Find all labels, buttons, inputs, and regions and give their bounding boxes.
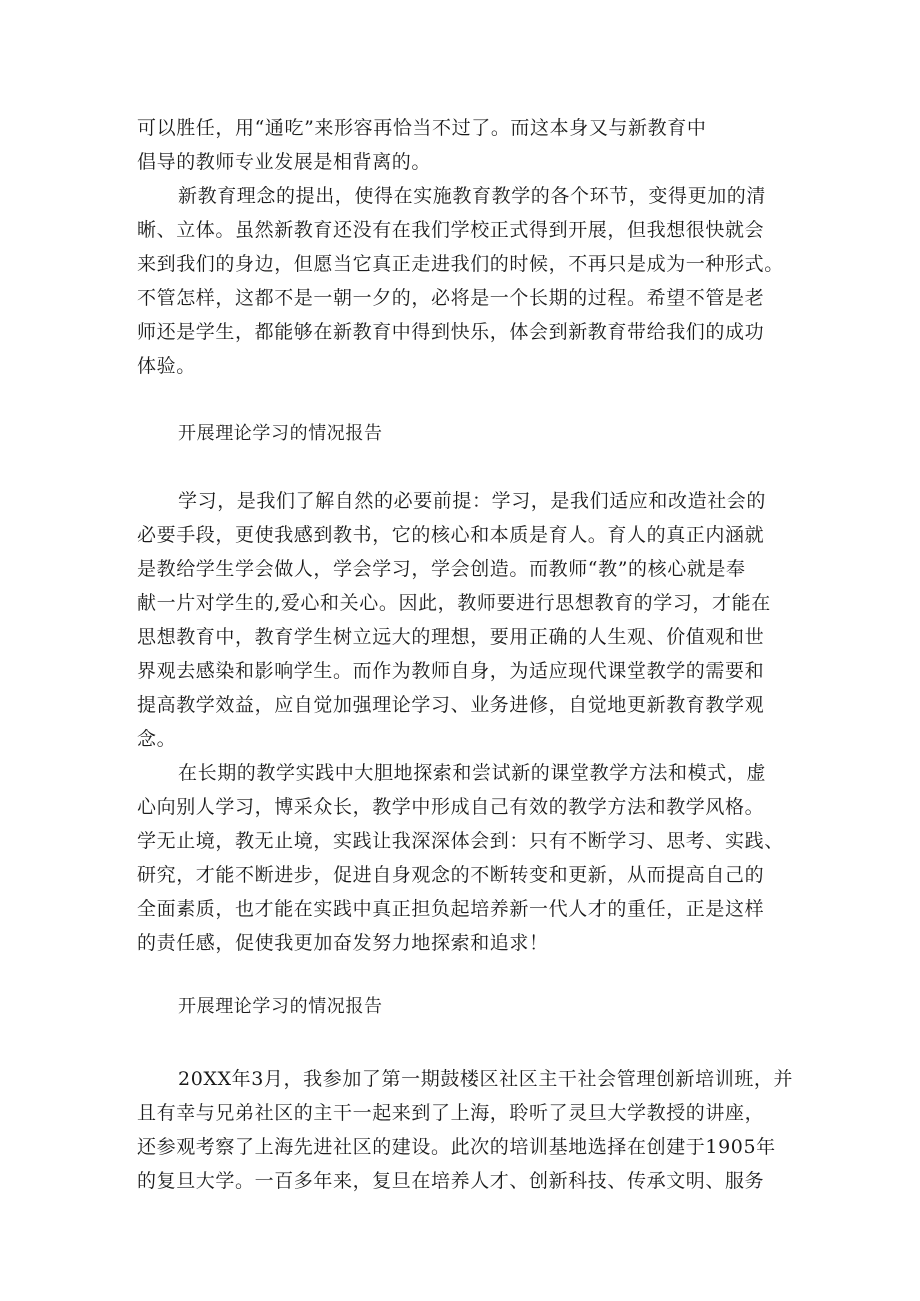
paragraph-line: 可以胜任，用“通吃”来形容再恰当不过了。而这本身又与新教育中 <box>137 117 707 139</box>
paragraph-line: 且有幸与兄弟社区的主干一起来到了上海，聆听了灵旦大学教授的讲座， <box>137 1102 765 1124</box>
paragraph-line: 是教给学生学会做人，学会学习，学会创造。而教师“教”的核心就是奉 <box>137 558 746 580</box>
paragraph-line: 倡导的教师专业发展是相背离的。 <box>137 151 432 173</box>
paragraph-line: 提高教学效益，应自觉加强理论学习、业务进修，自觉地更新教育教学观 <box>137 694 765 716</box>
paragraph-line: 的责任感，促使我更加奋发努力地探索和追求！ <box>137 932 549 954</box>
paragraph-line: 思想教育中，教育学生树立远大的理想，要用正确的人生观、价值观和世 <box>137 626 765 648</box>
paragraph-line: 必要手段，更使我感到教书，它的核心和本质是育人。育人的真正内涵就 <box>137 524 765 546</box>
paragraph-line: 还参观考察了上海先进社区的建设。此次的培训基地选择在创建于1905年 <box>137 1136 776 1158</box>
paragraph-line: 新教育理念的提出，使得在实施教育教学的各个环节，变得更加的清 <box>178 185 767 207</box>
paragraph-line: 师还是学生，都能够在新教育中得到快乐，体会到新教育带给我们的成功 <box>137 321 765 343</box>
paragraph-line: 20XX年3月，我参加了第一期鼓楼区社区主干社会管理创新培训班，并 <box>178 1068 794 1090</box>
paragraph-line: 在长期的教学实践中大胆地探索和尝试新的课堂教学方法和模式，虚 <box>178 762 767 784</box>
paragraph-line: 界观去感染和影响学生。而作为教师自身，为适应现代课堂教学的需要和 <box>137 660 765 682</box>
paragraph-line: 献一片对学生的,爱心和关心。因此，教师要进行思想教育的学习，才能在 <box>137 592 771 614</box>
paragraph-line: 学无止境，教无止境，实践让我深深体会到：只有不断学习、思考、实践、 <box>137 830 784 852</box>
paragraph-line: 学习，是我们了解自然的必要前提：学习，是我们适应和改造社会的 <box>178 490 767 512</box>
section-heading: 开展理论学习的情况报告 <box>178 423 383 444</box>
paragraph-line: 体验。 <box>137 355 196 377</box>
paragraph-line: 不管怎样，这都不是一朝一夕的，必将是一个长期的过程。希望不管是老 <box>137 287 765 309</box>
paragraph-line: 来到我们的身边，但愿当它真正走进我们的时候，不再只是成为一种形式。 <box>137 253 784 275</box>
paragraph-line: 研究，才能不断进步，促进自身观念的不断转变和更新，从而提高自己的 <box>137 864 765 886</box>
section-heading: 开展理论学习的情况报告 <box>178 996 383 1017</box>
paragraph-line: 心向别人学习，博采众长，教学中形成自己有效的教学方法和教学风格。 <box>137 796 765 818</box>
paragraph-line: 全面素质，也才能在实践中真正担负起培养新一代人才的重任，正是这样 <box>137 898 765 920</box>
paragraph-line: 晰、立体。虽然新教育还没有在我们学校正式得到开展，但我想很快就会 <box>137 219 765 241</box>
paragraph-line: 念。 <box>137 728 177 750</box>
paragraph-line: 的复旦大学。一百多年来，复旦在培养人才、创新科技、传承文明、服务 <box>137 1170 765 1192</box>
